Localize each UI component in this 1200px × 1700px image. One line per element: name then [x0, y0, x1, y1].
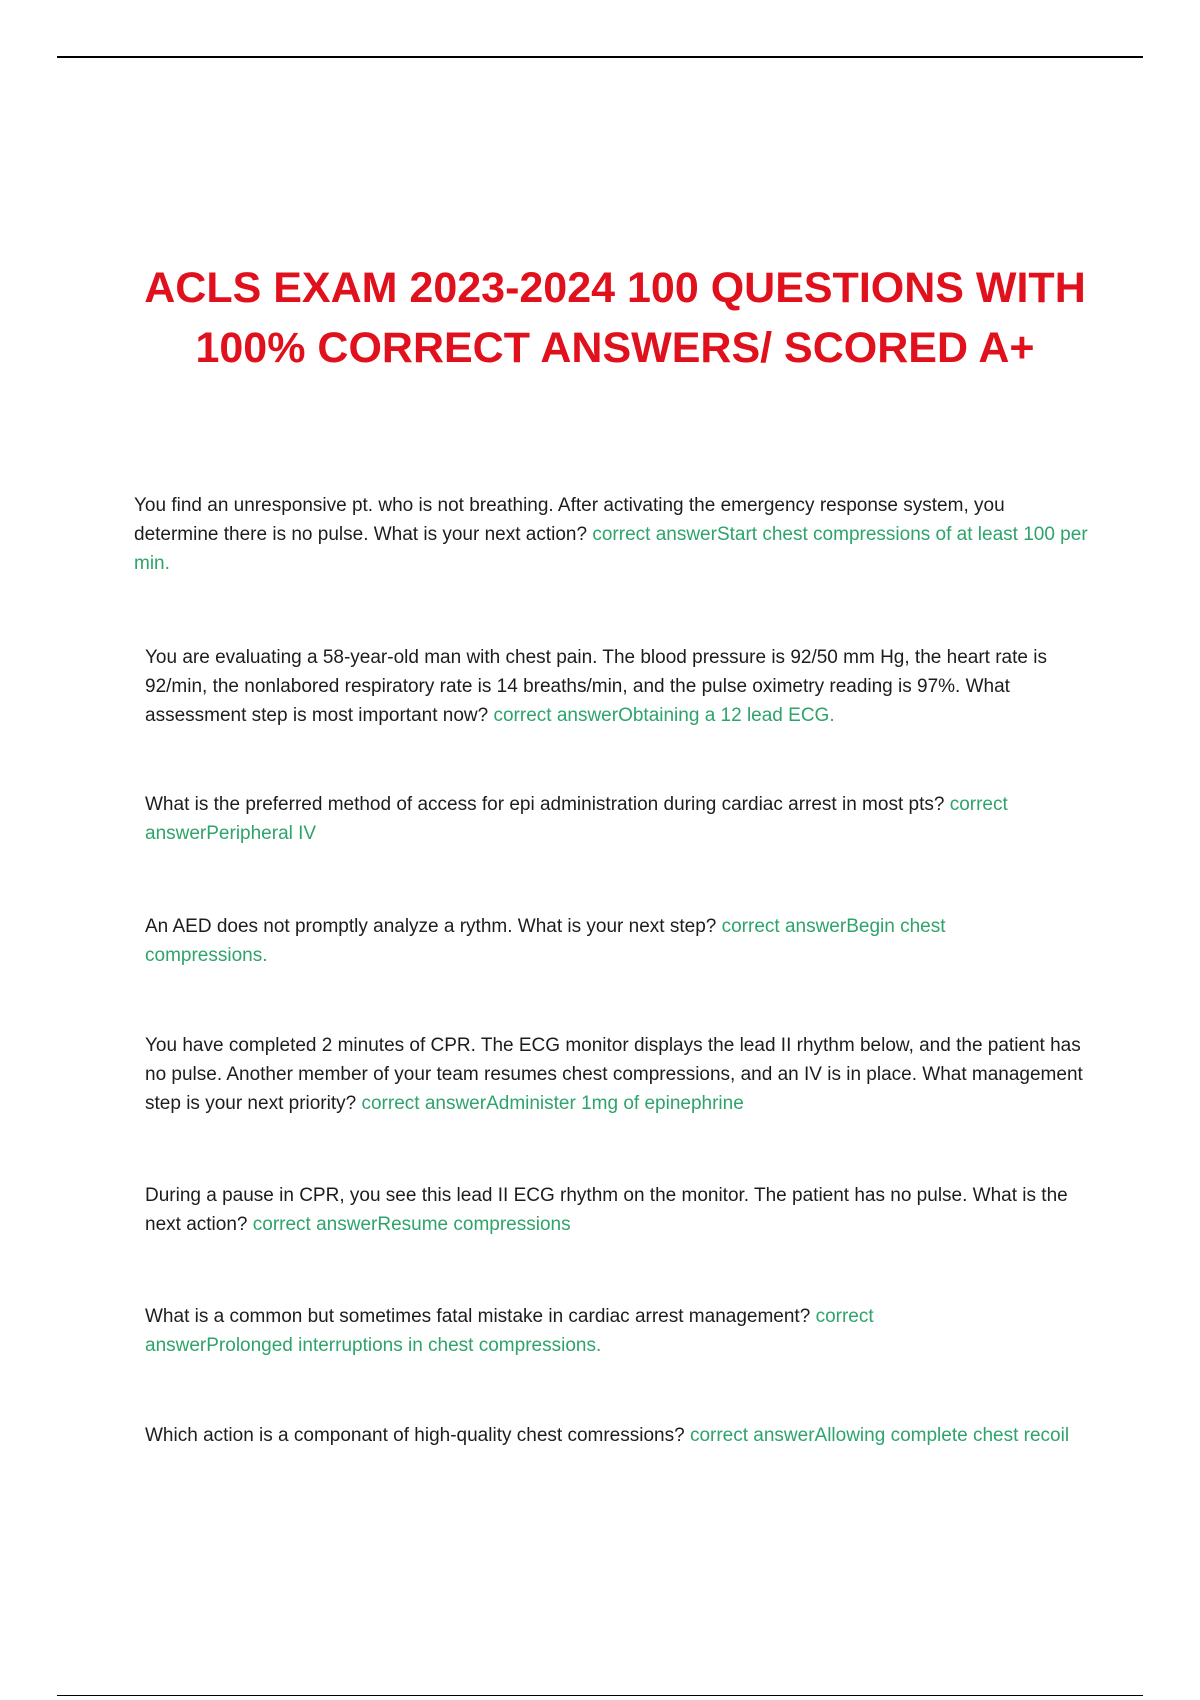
question-text: What is the preferred method of access for epi administration during cardiac arrest in most pts? [145, 794, 945, 815]
qa-item-3 [145, 790, 1100, 848]
answer-text: correct answerBegin chest compressions. [145, 916, 946, 966]
qa-item-5 [145, 1031, 1100, 1118]
question-text: What is a common but sometimes fatal mistake in cardiac arrest management? [145, 1306, 811, 1327]
question-text: You have completed 2 minutes of CPR. The ECG monitor displays the lead II rhythm below, and the patient has no pulse. Another member of your team resumes chest compressions, and an IV is in place. What management step is your next priority? [145, 1035, 1083, 1114]
question-text: During a pause in CPR, you see this lead II ECG rhythm on the monitor. The patient has no pulse. What is the next action? [145, 1185, 1068, 1235]
answer-text: correct answerAllowing complete chest recoil [689, 1425, 1070, 1446]
answer-text: correct answerPeripheral IV [145, 794, 1008, 844]
question-text: You are evaluating a 58-year-old man with chest pain. The blood pressure is 92/50 mm Hg, the heart rate is 92/min, the nonlabored respiratory rate is 14 breaths/min, and the pulse oximetry reading is 97%. What assessment step is most important now? [145, 647, 1047, 726]
answer-text: correct answerAdminister 1mg of epinephrine [361, 1093, 744, 1114]
qa-item-8 [145, 1421, 1100, 1450]
document-title: ACLS EXAM 2023-2024 100 QUESTIONS WITH 100% CORRECT ANSWERS/ SCORED A+ [144, 264, 1086, 372]
qa-item-4 [145, 912, 1025, 970]
qa-item-2 [145, 643, 1100, 730]
answer-text: correct answerResume compressions [252, 1214, 571, 1235]
question-text: Which action is a componant of high-quality chest comressions? [145, 1425, 685, 1446]
question-text: An AED does not promptly analyze a rythm. What is your next step? [145, 916, 717, 937]
answer-text: correct answerProlonged interruptions in chest compressions. [145, 1306, 874, 1356]
answer-text: correct answerStart chest compressions of at least 100 per min. [134, 524, 1088, 574]
top-rule [57, 56, 1143, 58]
qa-item-7 [145, 1302, 965, 1360]
qa-item-6 [145, 1181, 1100, 1239]
answer-text: correct answerObtaining a 12 lead ECG. [493, 705, 835, 726]
bottom-rule [57, 1695, 1143, 1696]
question-text: You find an unresponsive pt. who is not breathing. After activating the emergency response system, you determine there is no pulse. What is your next action? [134, 495, 1005, 545]
qa-item-1 [134, 491, 1089, 578]
